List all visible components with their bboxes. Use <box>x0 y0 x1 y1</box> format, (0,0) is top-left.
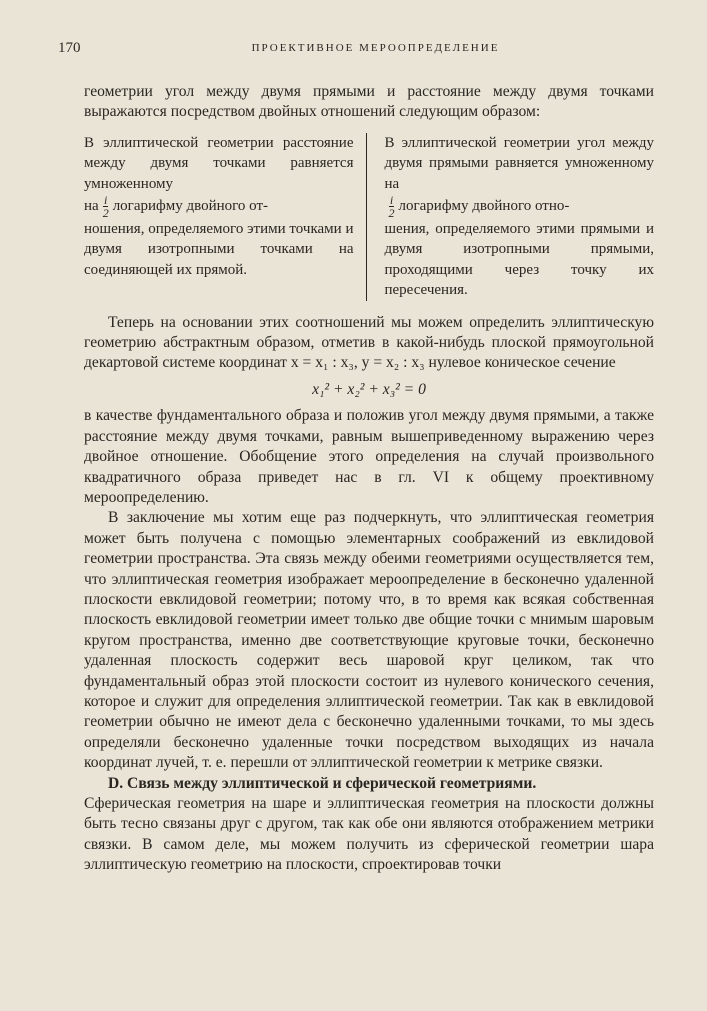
left-col-text-1: В эллиптической геометрии расстояние между двумя точками равняется умноженному <box>84 134 354 192</box>
right-col-text-2: шения, определяемого этими прямыми и двумя изотропными прямыми, проходящими через точку их пересечения. <box>384 221 654 299</box>
paragraph-1: Теперь на основании этих соотношений мы можем определить эллиптическую геометрию абстрактным образом, отметив в какой-нибудь плоской прямоугольной декартовой системе координат x = x₁ : x₃, y = x₂ : x₃ нулевое коническое сечение <box>84 313 654 372</box>
page-body <box>84 82 654 876</box>
intro-paragraph: геометрии угол между двумя прямыми и расстояние между двумя точками выражаются посредством двойных отношений следующим образом: <box>84 83 654 121</box>
left-after-frac: логарифму двойного от- <box>112 198 269 215</box>
right-column-angle <box>366 133 655 301</box>
page-number: 170 <box>58 40 81 56</box>
right-frac-line <box>385 194 655 219</box>
running-title: ПРОЕКТИВНОЕ МЕРООПРЕДЕЛЕНИЕ <box>251 42 500 54</box>
section-d-paragraph <box>84 774 654 794</box>
paragraph-2: в качестве фундаментального образа и положив угол между двумя прямыми, а также расстояние между двумя точками, равным вышеприведенному выражению через двойное отношение. Обобщение этого определения на случай произвольного квадратичного образа приведет нас в гл. VI к общему проективному мероопределению. <box>84 407 654 506</box>
left-na: на <box>84 198 99 215</box>
paragraph-4: Сферическая геометрия на шаре и эллиптическая геометрия на плоскости должны быть тесно связаны друг с другом, так как обе они являются отображением метрики связки. В самом деле, мы можем получить из сферической геометрии шара эллиптическую геометрию на плоскости, спроектировав точки <box>84 795 654 874</box>
left-frac-line <box>84 194 354 219</box>
right-after-frac: логарифму двойного отно- <box>398 198 570 215</box>
two-column-comparison <box>84 133 654 301</box>
right-col-text-1: В эллиптической геометрии угол между двумя прямыми равняется умноженному на <box>384 134 654 192</box>
left-frac-num: i <box>104 193 108 208</box>
page-header <box>58 40 653 62</box>
left-column-distance <box>84 133 366 301</box>
left-fraction <box>103 194 109 219</box>
right-fraction <box>389 194 395 219</box>
section-heading: D. Связь между эллиптической и сферической геометриями. <box>108 774 537 792</box>
left-frac-den: 2 <box>102 206 109 221</box>
paragraph-3: В заключение мы хотим еще раз подчеркнуть, что эллиптическая геометрия может быть получена с помощью элементарных соображений из евклидовой геометрии пространства. Эта связь между обеими геометриями осуществляется тем, что эллиптическая геометрия изображает мероопределение в бесконечно удаленной плоскости евклидовой геометрии; потому что, в то время как всякая собственная плоскость евклидовой геометрии имеет только две общие точки с мнимым шаровым кругом пространства, именно две соответствующие круговые точки, бесконечно удаленная плоскость содержит весь шаровой круг целиком, так что фундаментальный образ этой плоскости состоит из нулевого конического сечения, которое и служит для определения эллиптической геометрии. Так как в евклидовой геометрии обычно не имеют дела с бесконечно удаленными точками, то мы здесь определяли бесконечно удаленные точки посредством выходящих из начала координат лучей, т. е. перешли от эллиптической геометрии к метрике связки. <box>84 509 654 772</box>
conic-formula: x₁² + x₂² + x₃² = 0 <box>312 380 426 398</box>
left-col-text-2: ношения, определяемого этими точками и двумя изотропными точками на соединяющей их прямой. <box>84 221 354 278</box>
right-frac-den: 2 <box>388 206 395 221</box>
right-frac-num: i <box>389 193 394 208</box>
